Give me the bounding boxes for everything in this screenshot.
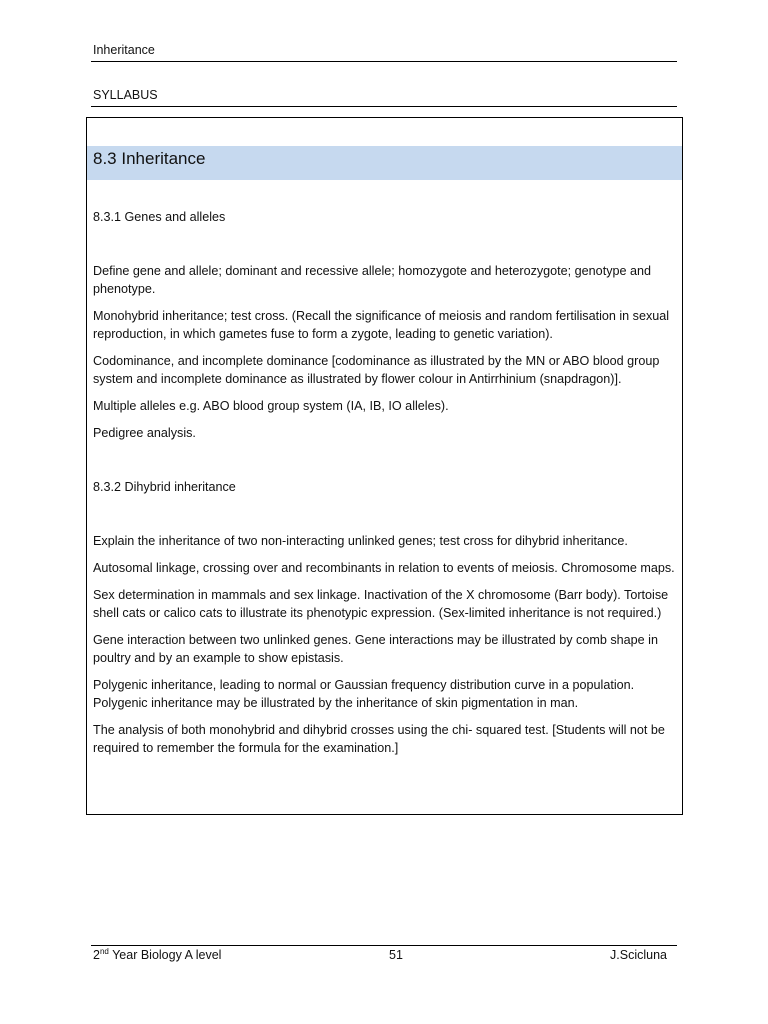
document-header-title: Inheritance bbox=[93, 43, 155, 57]
paragraph: Polygenic inheritance, leading to normal or Gaussian frequency distribution curve in a population. Polygenic inheritance may be illustrated by the inheritance of skin pigmentation in man. bbox=[93, 678, 635, 710]
paragraph: The analysis of both monohybrid and dihybrid crosses using the chi- squared test. [Students will not be required to remember the formula for the examination.] bbox=[93, 723, 665, 755]
header-divider bbox=[91, 61, 677, 62]
paragraph: Explain the inheritance of two non-interacting unlinked genes; test cross for dihybrid inheritance. bbox=[93, 534, 628, 548]
subsection-heading-dihybrid: 8.3.2 Dihybrid inheritance bbox=[93, 480, 236, 494]
syllabus-box bbox=[86, 117, 683, 815]
section-heading-band bbox=[87, 146, 682, 180]
footer-course-number: 2 bbox=[93, 948, 100, 962]
footer-course-suffix: nd bbox=[99, 946, 109, 956]
syllabus-content bbox=[93, 208, 677, 766]
footer-divider bbox=[91, 945, 677, 946]
syllabus-label: SYLLABUS bbox=[93, 88, 158, 102]
footer-course-text: Year Biology A level bbox=[108, 948, 222, 962]
paragraph: Monohybrid inheritance; test cross. (Recall the significance of meiosis and random fertilisation in sexual reproduction, in which gametes fuse to form a zygote, leading to genetic variation). bbox=[93, 309, 670, 341]
paragraph: Codominance, and incomplete dominance [codominance as illustrated by the MN or ABO blood group system and incomplete dominance as illustrated by flower colour in Antirrhinium (snapdragon)]. bbox=[93, 354, 660, 386]
paragraph: Gene interaction between two unlinked genes. Gene interactions may be illustrated by comb shape in poultry and by an example to show epistasis. bbox=[93, 633, 658, 665]
syllabus-divider bbox=[91, 106, 677, 107]
paragraph: Define gene and allele; dominant and recessive allele; homozygote and heterozygote; genotype and phenotype. bbox=[93, 264, 652, 296]
page-number: 51 bbox=[389, 948, 403, 962]
paragraph: Sex determination in mammals and sex linkage. Inactivation of the X chromosome (Barr body). Tortoise shell cats or calico cats to illustrate its phenotypic expression. (Sex-limited inheritance is not required.) bbox=[93, 588, 669, 620]
footer-course bbox=[93, 948, 221, 962]
paragraph: Pedigree analysis. bbox=[93, 426, 196, 440]
footer-author: J.Scicluna bbox=[610, 948, 667, 962]
paragraph: Multiple alleles e.g. ABO blood group system (IA, IB, IO alleles). bbox=[93, 399, 449, 413]
section-heading: 8.3 Inheritance bbox=[93, 149, 206, 168]
subsection-heading-genes-alleles: 8.3.1 Genes and alleles bbox=[93, 210, 226, 224]
paragraph: Autosomal linkage, crossing over and recombinants in relation to events of meiosis. Chromosome maps. bbox=[93, 561, 675, 575]
